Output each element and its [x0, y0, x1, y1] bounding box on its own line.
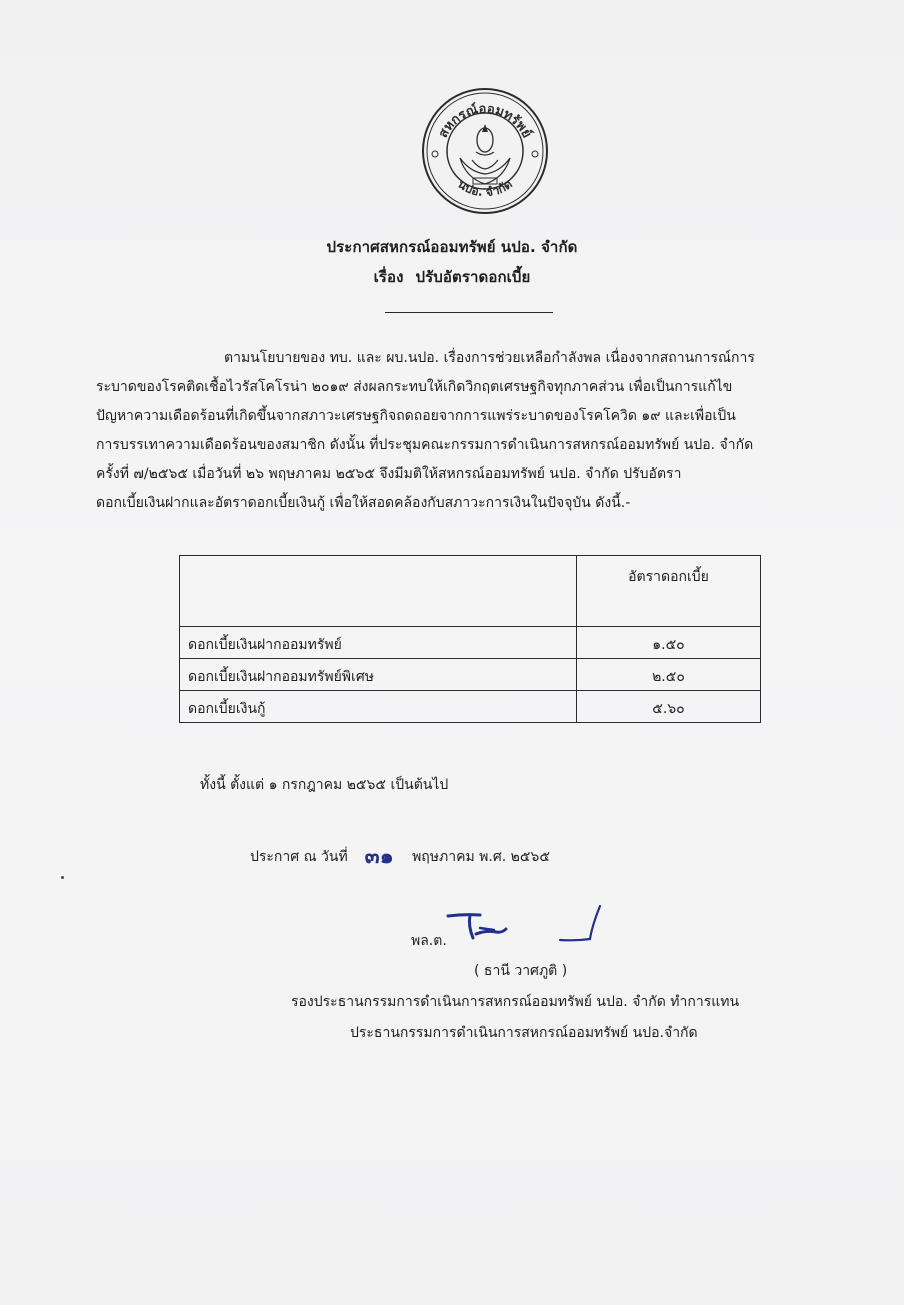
body-line: ดอกเบี้ยเงินฝากและอัตราดอกเบี้ยเงินกู้ เพื่อให้สอดคล้องกับสภาวะการเงินในปัจจุบัน ดังนี้.-	[96, 495, 631, 511]
table-header-row	[180, 556, 761, 627]
seal-text-bottom: นปอ. จำกัด	[455, 176, 515, 200]
handwritten-day: ๓๑	[364, 844, 394, 868]
body-line: ครั้งที่ ๗/๒๕๖๕ เมื่อวันที่ ๒๖ พฤษภาคม ๒๕๖๕ จึงมีมติให้สหกรณ์ออมทรัพย์ นปอ. จำกัด ปรับอัตรา	[96, 466, 682, 482]
subject-line	[0, 262, 904, 292]
title-divider	[385, 312, 553, 313]
body-line: ระบาดของโรคติดเชื้อไวรัสโคโรน่า ๒๐๑๙ ส่งผลกระทบให้เกิดวิกฤตเศรษฐกิจทุกภาคส่วน เพื่อเป็นการแก้ไข	[96, 379, 733, 395]
rate-value-cell: ๒.๕๐	[577, 659, 761, 691]
rate-value-cell: ๑.๕๐	[577, 627, 761, 659]
announcement-title	[0, 232, 904, 292]
body-line: การบรรเทาความเดือดร้อนของสมาชิก ดังนั้น ที่ประชุมคณะกรรมการดำเนินการสหกรณ์ออมทรัพย์ นปอ. จำกัด	[96, 437, 754, 453]
announcement-date	[250, 838, 550, 870]
seal-text-top: สหกรณ์ออมทรัพย์	[435, 101, 535, 141]
body-line: ตามนโยบายของ ทบ. และ ผบ.นปอ. เรื่องการช่วยเหลือกำลังพล เนื่องจากสถานการณ์การ	[224, 350, 755, 366]
announce-prefix: ประกาศ ณ วันที่	[250, 849, 348, 865]
signer-rank: พล.ต.	[411, 933, 447, 949]
rate-name-cell: ดอกเบี้ยเงินฝากออมทรัพย์	[180, 627, 577, 659]
svg-text:นปอ. จำกัด	[455, 177, 515, 200]
signer-position-line2: ประธานกรรมการดำเนินการสหกรณ์ออมทรัพย์ นปอ.จำกัด	[350, 1025, 698, 1041]
subject-text: ปรับอัตราดอกเบี้ย	[415, 268, 531, 286]
header-name-cell	[180, 556, 577, 627]
announce-month-year: พฤษภาคม พ.ศ. ๒๕๖๕	[412, 849, 550, 865]
cooperative-seal	[420, 86, 550, 216]
table-row	[180, 627, 761, 659]
rate-value-cell: ๕.๖๐	[577, 691, 761, 723]
rate-name-cell: ดอกเบี้ยเงินกู้	[180, 691, 577, 723]
table-row	[180, 659, 761, 691]
body-paragraph	[96, 344, 826, 518]
table-row	[180, 691, 761, 723]
signer-position-line1: รองประธานกรรมการดำเนินการสหกรณ์ออมทรัพย์ นปอ. จำกัด ทำการแทน	[291, 994, 740, 1010]
header-rate-cell: อัตราดอกเบี้ย	[577, 556, 761, 627]
subject-label: เรื่อง	[373, 268, 404, 286]
svg-text:สหกรณ์ออมทรัพย์	[436, 102, 535, 141]
interest-rate-table	[179, 555, 761, 723]
paper-speck	[61, 876, 64, 879]
signer-name: ( ธานี วาศภูติ )	[474, 963, 568, 979]
title-line: ประกาศสหกรณ์ออมทรัพย์ นปอ. จำกัด	[326, 238, 578, 256]
handwritten-signature	[440, 896, 620, 952]
effective-date: ทั้งนี้ ตั้งแต่ ๑ กรกฎาคม ๒๕๖๕ เป็นต้นไป	[200, 777, 449, 793]
body-line: ปัญหาความเดือดร้อนที่เกิดขึ้นจากสภาวะเศรษฐกิจถดถอยจากการแพร่ระบาดของโรคโควิด ๑๙ และเพื่อเป็น	[96, 408, 736, 424]
rate-name-cell: ดอกเบี้ยเงินฝากออมทรัพย์พิเศษ	[180, 659, 577, 691]
